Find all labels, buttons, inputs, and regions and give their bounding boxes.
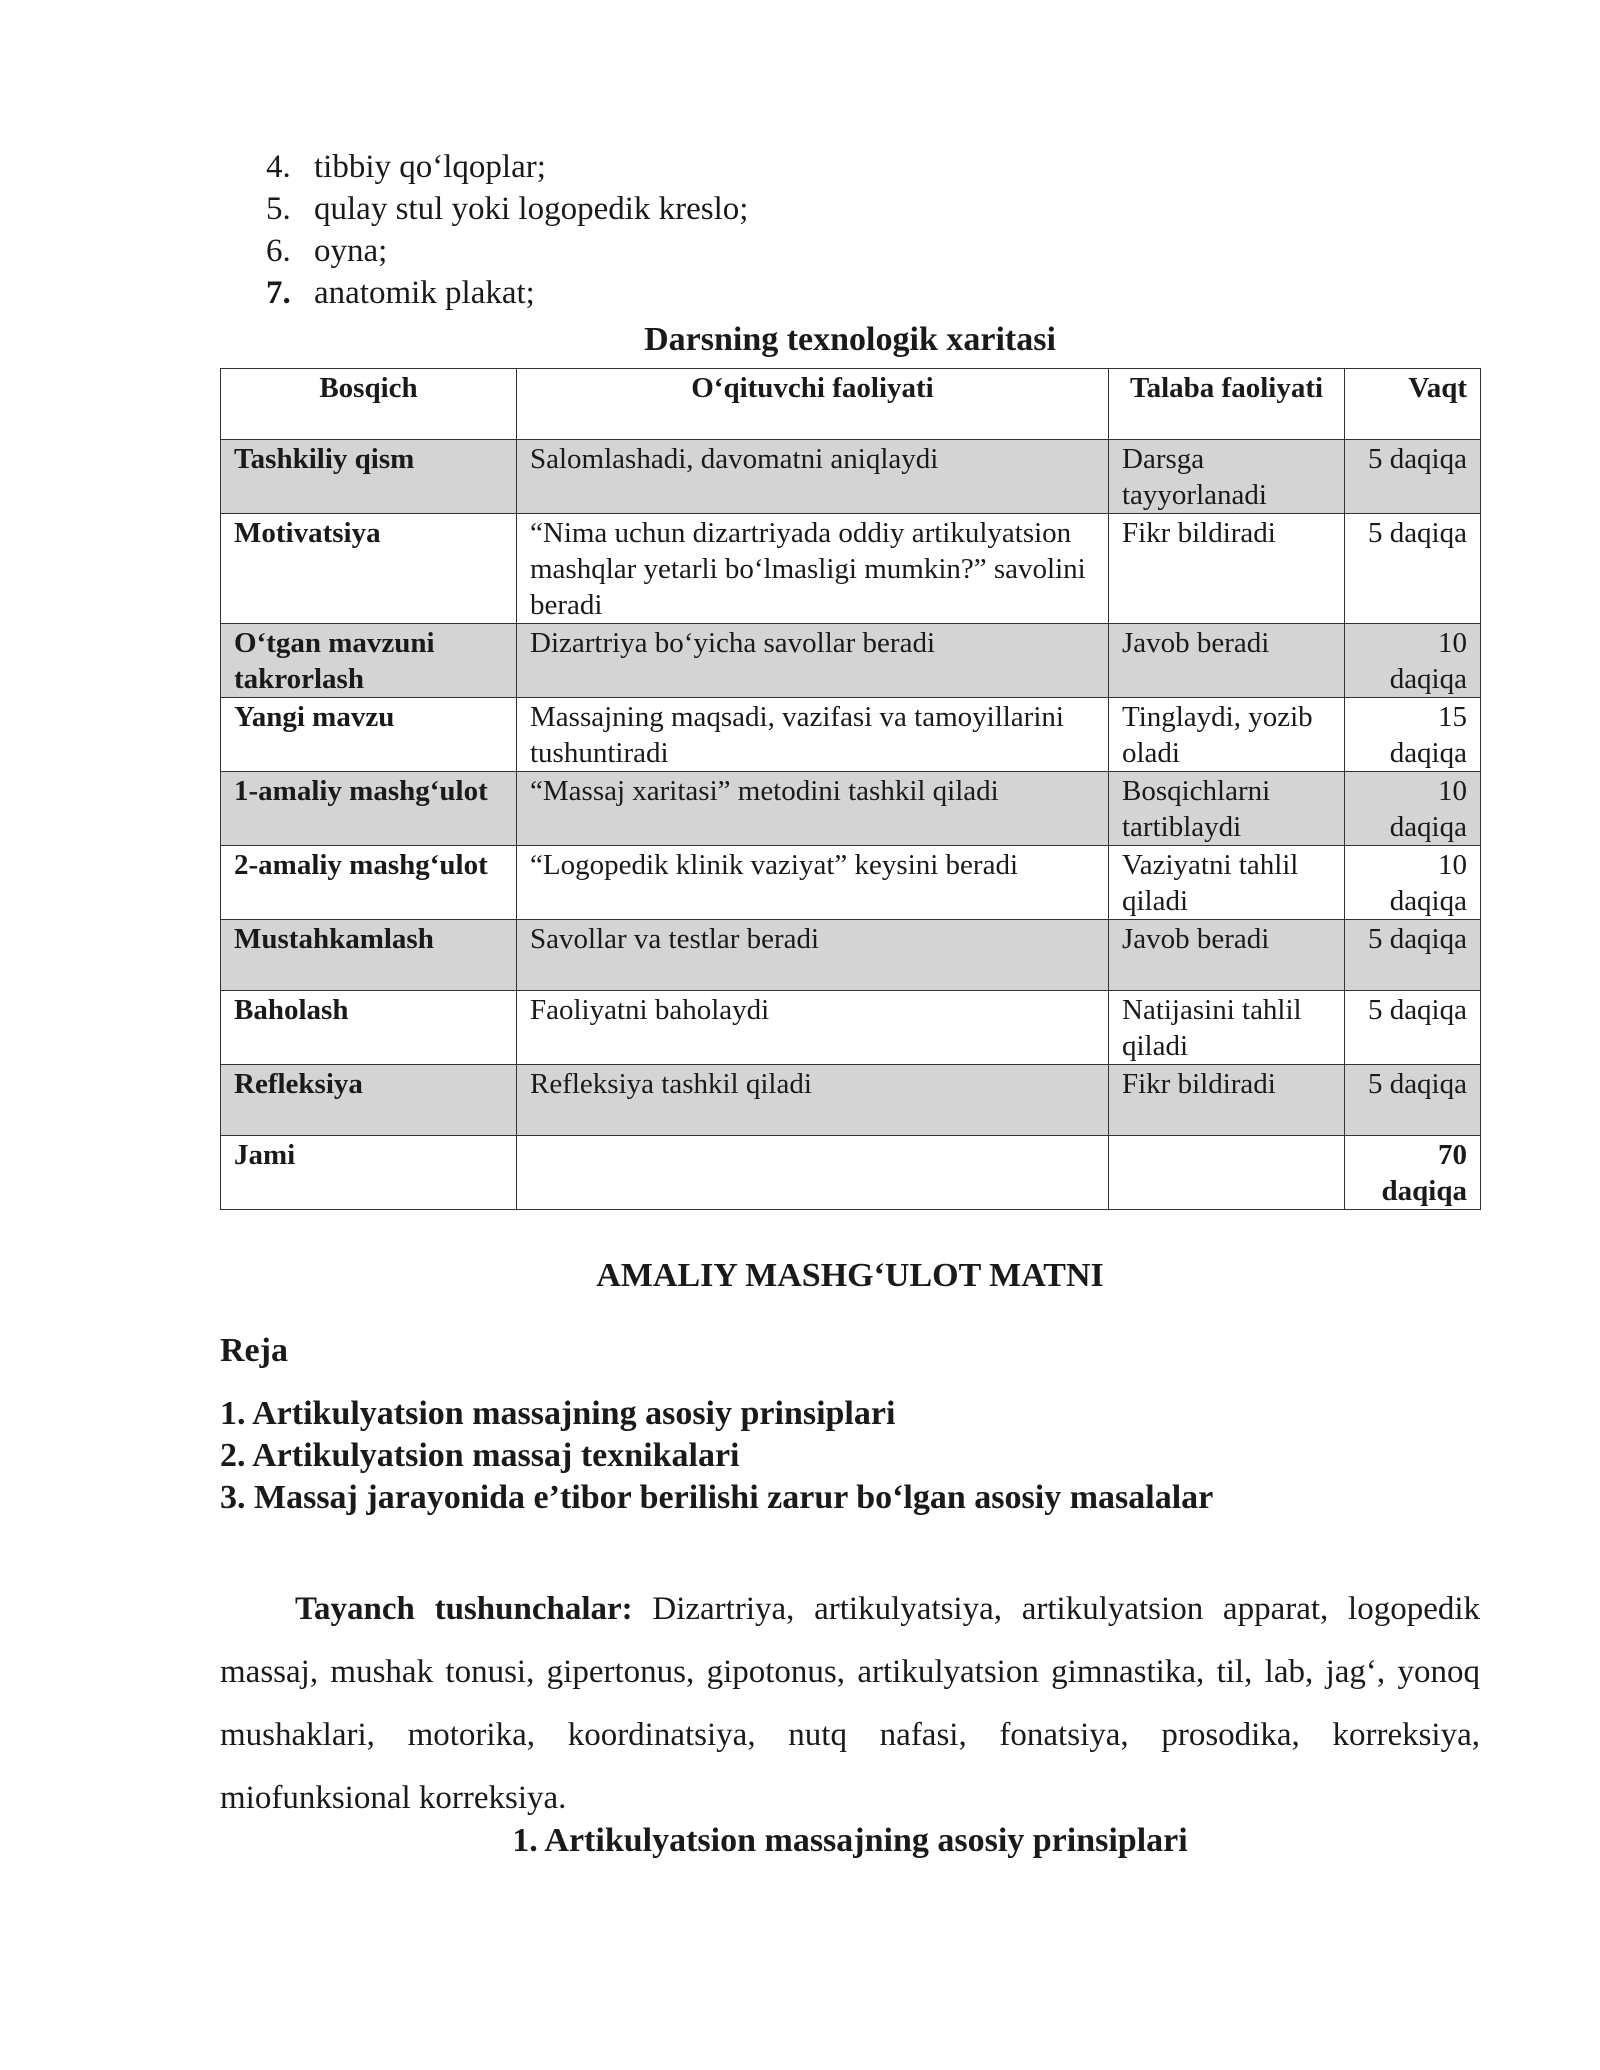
table-header-row (221, 369, 1481, 440)
table-total-row (221, 1136, 1481, 1210)
cell-teacher: Salomlashadi, davomatni aniqlaydi (517, 440, 1109, 514)
list-text: oyna; (314, 233, 388, 269)
cell-time: 5 daqiqa (1345, 440, 1481, 514)
cell-time: 5 daqiqa (1345, 514, 1481, 624)
subsection-title: 1. Artikulyatsion massajning asosiy prinsiplari (512, 1822, 1188, 1859)
table-row (221, 624, 1481, 698)
cell-student: Natijasini tahlil qiladi (1109, 991, 1345, 1065)
cell-student: Fikr bildiradi (1109, 514, 1345, 624)
list-number: 4. (266, 149, 291, 185)
cell-student: Fikr bildiradi (1109, 1065, 1345, 1136)
cell-student: Javob beradi (1109, 624, 1345, 698)
list-text: qulay stul yoki logopedik kreslo; (314, 191, 749, 227)
table-title: Darsning texnologik xaritasi (644, 321, 1056, 358)
cell-time: 5 daqiqa (1345, 991, 1481, 1065)
plan-list (220, 1393, 1213, 1519)
cell-stage: 1-amaliy mashg‘ulot (221, 772, 517, 846)
section-title: AMALIY MASHG‘ULOT MATNI (596, 1257, 1104, 1294)
cell-time: 5 daqiqa (1345, 1065, 1481, 1136)
cell-time: 10 daqiqa (1345, 846, 1481, 920)
cell-time: 15 daqiqa (1345, 698, 1481, 772)
cell-student: Javob beradi (1109, 920, 1345, 991)
table-row (221, 440, 1481, 514)
header-teacher: O‘qituvchi faoliyati (517, 369, 1109, 440)
list-number: 6. (266, 233, 291, 269)
table-row (221, 846, 1481, 920)
list-item (266, 272, 748, 314)
plan-item: 2. Artikulyatsion massaj texnikalari (220, 1437, 740, 1474)
cell-stage: Yangi mavzu (221, 698, 517, 772)
cell-time: 10 daqiqa (1345, 624, 1481, 698)
cell-teacher: Faoliyatni baholaydi (517, 991, 1109, 1065)
list-item (266, 146, 748, 188)
cell-stage: 2-amaliy mashg‘ulot (221, 846, 517, 920)
key-terms-label: Tayanch tushunchalar: (295, 1591, 633, 1627)
cell-teacher: Refleksiya tashkil qiladi (517, 1065, 1109, 1136)
cell-stage: Motivatsiya (221, 514, 517, 624)
cell-student (1109, 1136, 1345, 1210)
table-row (221, 1065, 1481, 1136)
cell-student: Bosqichlarni tartiblaydi (1109, 772, 1345, 846)
key-terms-paragraph (220, 1578, 1480, 1830)
cell-teacher: “Nima uchun dizartriyada oddiy artikulyatsion mashqlar yetarli bo‘lmasligi mumkin?” savolini beradi (517, 514, 1109, 624)
cell-teacher: “Logopedik klinik vaziyat” keysini beradi (517, 846, 1109, 920)
list-item (266, 188, 748, 230)
cell-student: Darsga tayyorlanadi (1109, 440, 1345, 514)
cell-stage: Baholash (221, 991, 517, 1065)
list-text: anatomik plakat; (314, 275, 535, 311)
list-number: 5. (266, 191, 291, 227)
key-terms-text: Dizartriya, artikulyatsiya, artikulyatsion apparat, logopedik massaj, mushak tonusi, gipertonus, gipotonus, artikulyatsion gimnastika, til, lab, jag‘, yonoq mushaklari, motorika, koordinatsiya, nutq nafasi, fonatsiya, prosodika, korreksiya, miofunksional korreksiya. (220, 1591, 1481, 1816)
cell-student: Tinglaydi, yozib oladi (1109, 698, 1345, 772)
cell-teacher: “Massaj xaritasi” metodini tashkil qiladi (517, 772, 1109, 846)
table-row (221, 920, 1481, 991)
plan-item: 3. Massaj jarayonida e’tibor berilishi zarur bo‘lgan asosiy masalalar (220, 1479, 1214, 1516)
list-text: tibbiy qo‘lqoplar; (314, 149, 546, 185)
list-number: 7. (266, 275, 291, 311)
equipment-list (266, 146, 748, 314)
cell-time: 70 daqiqa (1345, 1136, 1481, 1210)
table-row (221, 991, 1481, 1065)
cell-teacher: Savollar va testlar beradi (517, 920, 1109, 991)
cell-stage: Mustahkamlash (221, 920, 517, 991)
cell-teacher: Massajning maqsadi, vazifasi va tamoyillarini tushuntiradi (517, 698, 1109, 772)
cell-stage: Refleksiya (221, 1065, 517, 1136)
cell-student: Vaziyatni tahlil qiladi (1109, 846, 1345, 920)
cell-teacher: Dizartriya bo‘yicha savollar beradi (517, 624, 1109, 698)
cell-time: 5 daqiqa (1345, 920, 1481, 991)
plan-item: 1. Artikulyatsion massajning asosiy prinsiplari (220, 1395, 896, 1432)
list-item (266, 230, 748, 272)
table-row (221, 772, 1481, 846)
header-time: Vaqt (1345, 369, 1481, 440)
cell-stage: Tashkiliy qism (221, 440, 517, 514)
table-row (221, 514, 1481, 624)
cell-time: 10 daqiqa (1345, 772, 1481, 846)
header-stage: Bosqich (221, 369, 517, 440)
cell-teacher (517, 1136, 1109, 1210)
header-student: Talaba faoliyati (1109, 369, 1345, 440)
lesson-map-table (220, 368, 1481, 1210)
table-row (221, 698, 1481, 772)
cell-stage: O‘tgan mavzuni takrorlash (221, 624, 517, 698)
plan-heading: Reja (220, 1332, 288, 1369)
cell-stage: Jami (221, 1136, 517, 1210)
